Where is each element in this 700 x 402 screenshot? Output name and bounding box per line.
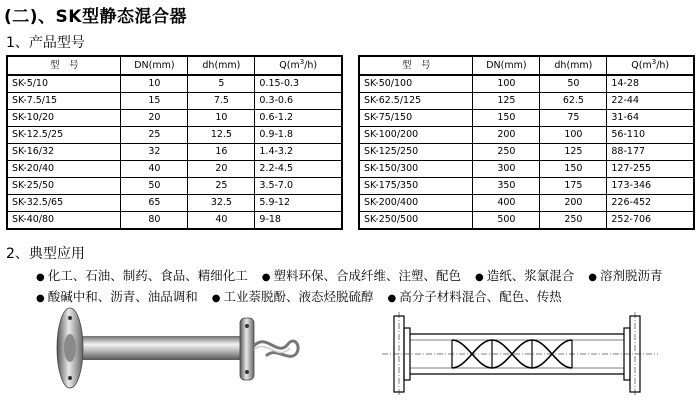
cell-q: 0.3-0.6 xyxy=(255,93,342,110)
cell-dn: 300 xyxy=(473,161,540,178)
application-item xyxy=(388,289,562,304)
cell-dh: 62.5 xyxy=(540,93,607,110)
cell-q: 252-706 xyxy=(607,212,694,230)
cell-dn: 20 xyxy=(121,110,188,127)
cell-model: SK-62.5/125 xyxy=(359,93,473,110)
application-item xyxy=(36,268,248,283)
application-text: 塑料环保、合成纤维、注塑、配色 xyxy=(273,268,461,283)
cell-model: SK-100/200 xyxy=(359,127,473,144)
application-item xyxy=(588,268,662,283)
header-dh: dh(mm) xyxy=(540,56,607,75)
application-text: 酸碱中和、沥青、油品调和 xyxy=(47,289,198,304)
cell-q: 56-110 xyxy=(607,127,694,144)
table-row xyxy=(7,144,342,161)
cell-q: 5.9-12 xyxy=(255,195,342,212)
header-dh: dh(mm) xyxy=(188,56,255,75)
cell-model: SK-175/350 xyxy=(359,178,473,195)
cell-model: SK-5/10 xyxy=(7,75,121,93)
cell-dh: 75 xyxy=(540,110,607,127)
cell-dh: 10 xyxy=(188,110,255,127)
cell-dn: 350 xyxy=(473,178,540,195)
cell-model: SK-150/300 xyxy=(359,161,473,178)
cell-model: SK-250/500 xyxy=(359,212,473,230)
cell-dn: 10 xyxy=(121,75,188,93)
table-row xyxy=(359,195,694,212)
header-q: $Q(m^3/h)$ xyxy=(607,56,694,75)
header-model: 型 号 xyxy=(359,56,473,75)
cell-q: 31-64 xyxy=(607,110,694,127)
cell-dh: 40 xyxy=(188,212,255,230)
cell-dn: 80 xyxy=(121,212,188,230)
table-row xyxy=(7,127,342,144)
table-row xyxy=(7,195,342,212)
cell-model: SK-12.5/25 xyxy=(7,127,121,144)
bullet-icon: ● xyxy=(261,272,271,283)
bullet-icon: ● xyxy=(387,293,397,304)
cell-model: SK-16/32 xyxy=(7,144,121,161)
header-model: 型 号 xyxy=(7,56,121,75)
cell-dn: 65 xyxy=(121,195,188,212)
cell-dh: 250 xyxy=(540,212,607,230)
cell-q: 14-28 xyxy=(607,75,694,93)
cell-dh: 5 xyxy=(188,75,255,93)
table-row xyxy=(359,110,694,127)
cell-dh: 25 xyxy=(188,178,255,195)
application-text: 工业萘脱酚、液态烃脱硫醇 xyxy=(223,289,374,304)
bullet-icon: ● xyxy=(36,293,45,304)
cell-dn: 125 xyxy=(473,93,540,110)
mixer-photo-icon xyxy=(40,306,310,400)
cell-q: 3.5-7.0 xyxy=(255,178,342,195)
table-row xyxy=(359,127,694,144)
table-header-row xyxy=(7,56,342,75)
cell-dh: 150 xyxy=(540,161,607,178)
cell-dh: 175 xyxy=(540,178,607,195)
cell-model: SK-40/80 xyxy=(7,212,121,230)
cell-q: 0.15-0.3 xyxy=(255,75,342,93)
table-row xyxy=(7,161,342,178)
table-row xyxy=(7,75,342,93)
table-header-row xyxy=(359,56,694,75)
cell-q: 22-44 xyxy=(607,93,694,110)
bullet-icon: ● xyxy=(588,272,597,283)
applications-line-1 xyxy=(36,266,677,284)
application-item xyxy=(475,268,574,283)
header-dn: DN(mm) xyxy=(473,56,540,75)
cell-dh: 100 xyxy=(540,127,607,144)
cell-model: SK-20/40 xyxy=(7,161,121,178)
spec-table-right xyxy=(358,55,695,230)
cell-dn: 250 xyxy=(473,144,540,161)
table-row xyxy=(359,75,694,93)
cell-model: SK-75/150 xyxy=(359,110,473,127)
cell-dh: 16 xyxy=(188,144,255,161)
cell-dh: 200 xyxy=(540,195,607,212)
application-item xyxy=(262,268,461,283)
table-row xyxy=(359,144,694,161)
spec-table-left xyxy=(6,55,343,230)
table-row xyxy=(7,110,342,127)
page-title: (二)、SK型静态混合器 xyxy=(4,7,187,27)
header-q: $Q(m^3/h)$ xyxy=(255,56,342,75)
cell-q: 173-346 xyxy=(607,178,694,195)
cell-model: SK-7.5/15 xyxy=(7,93,121,110)
cell-dh: 12.5 xyxy=(188,127,255,144)
application-item xyxy=(36,289,198,304)
section-typical-applications: 2、典型应用 xyxy=(6,246,85,262)
cell-dn: 40 xyxy=(121,161,188,178)
application-item xyxy=(212,289,374,304)
cell-model: SK-32.5/65 xyxy=(7,195,121,212)
table-row xyxy=(359,161,694,178)
cell-q: 127-255 xyxy=(607,161,694,178)
cell-dn: 200 xyxy=(473,127,540,144)
cell-q: 88-177 xyxy=(607,144,694,161)
application-text: 溶剂脱沥青 xyxy=(599,268,663,283)
cell-dn: 500 xyxy=(473,212,540,230)
table-row xyxy=(7,178,342,195)
applications-line-2 xyxy=(36,287,576,305)
table-row xyxy=(359,93,694,110)
bullet-icon: ● xyxy=(36,272,45,283)
cell-dh: 50 xyxy=(540,75,607,93)
application-text: 高分子材料混合、配色、传热 xyxy=(399,289,562,304)
section-product-models: 1、产品型号 xyxy=(6,35,85,51)
table-row xyxy=(7,212,342,230)
cell-dn: 100 xyxy=(473,75,540,93)
table-row xyxy=(359,212,694,230)
application-text: 化工、石油、制药、食品、精细化工 xyxy=(47,268,248,283)
cell-dh: 7.5 xyxy=(188,93,255,110)
cell-dh: 125 xyxy=(540,144,607,161)
cell-model: SK-125/250 xyxy=(359,144,473,161)
cell-dh: 32.5 xyxy=(188,195,255,212)
bullet-icon: ● xyxy=(475,272,484,283)
bullet-icon: ● xyxy=(211,293,221,304)
cell-dn: 15 xyxy=(121,93,188,110)
mixer-drawing-icon xyxy=(382,312,658,396)
cell-q: 2.2-4.5 xyxy=(255,161,342,178)
cell-q: 1.4-3.2 xyxy=(255,144,342,161)
cell-model: SK-50/100 xyxy=(359,75,473,93)
cell-model: SK-25/50 xyxy=(7,178,121,195)
table-row xyxy=(7,93,342,110)
cell-q: 0.6-1.2 xyxy=(255,110,342,127)
cell-dn: 150 xyxy=(473,110,540,127)
header-dn: DN(mm) xyxy=(121,56,188,75)
cell-dn: 400 xyxy=(473,195,540,212)
cell-q: 226-452 xyxy=(607,195,694,212)
cell-dn: 50 xyxy=(121,178,188,195)
application-text: 造纸、浆氯混合 xyxy=(486,268,575,283)
cell-model: SK-10/20 xyxy=(7,110,121,127)
cell-model: SK-200/400 xyxy=(359,195,473,212)
cell-dh: 20 xyxy=(188,161,255,178)
cell-dn: 32 xyxy=(121,144,188,161)
cell-q: 9-18 xyxy=(255,212,342,230)
cell-dn: 25 xyxy=(121,127,188,144)
table-row xyxy=(359,178,694,195)
cell-q: 0.9-1.8 xyxy=(255,127,342,144)
